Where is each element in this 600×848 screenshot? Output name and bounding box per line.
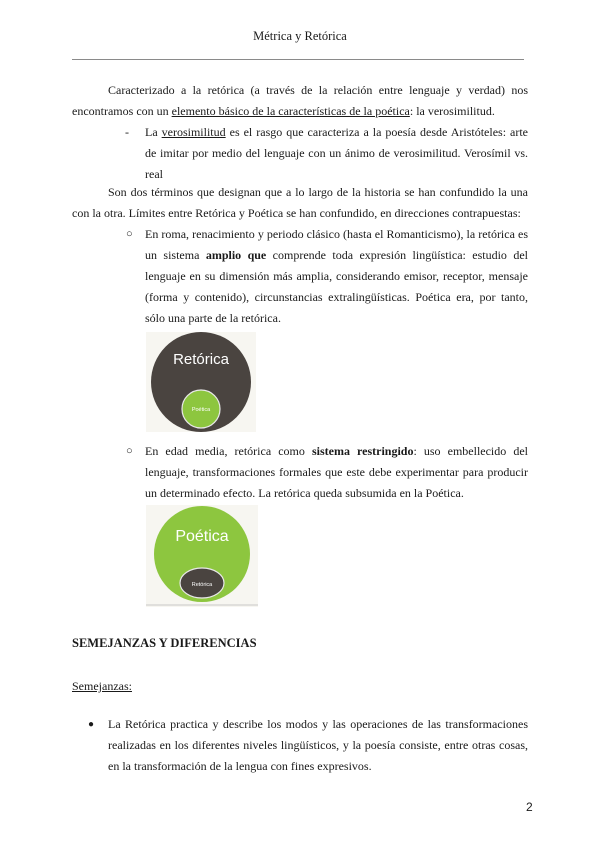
dash-text-before: La xyxy=(145,125,162,139)
semejanzas-bullet-item xyxy=(88,714,528,777)
intro-underlined: elemento básico de la características de la poética xyxy=(171,104,410,118)
bullet-text: La Retórica practica y describe los modos y las operaciones de las transformaciones realizadas en los diferentes niveles lingüísticos, y la poesía consiste, entre otras cosas, en la transformación de la lengua con fines expresivos. xyxy=(108,717,528,773)
bullet-marker: ● xyxy=(88,719,95,730)
circle-marker-1: ○ xyxy=(126,228,133,240)
figure1-inner-label: Poética xyxy=(191,407,211,413)
circle-list-item-2 xyxy=(126,441,529,504)
intro-text-before: Caracterizado a la retórica (a través de la relación entre lenguaje y verdad) nos encontramos con un xyxy=(72,83,528,118)
intro-text-after: : la verosimilitud. xyxy=(409,104,495,118)
section-heading: SEMEJANZAS Y DIFERENCIAS xyxy=(72,636,257,650)
circle-item-1-after: comprende toda expresión lingüística: estudio del lenguaje en su dimensión más amplia, considerando emisor, receptor, mensaje (forma y contenido), circunstancias extralingüísticas. Poética era, por tanto, sólo una parte de la retórica. xyxy=(145,248,529,325)
paragraph-limits xyxy=(72,182,528,224)
figure-retorica-diagram xyxy=(146,332,256,432)
circle-item-2-before: En edad media, retórica como xyxy=(145,444,312,458)
dash-underlined: verosimilitud xyxy=(161,125,226,139)
page-header-title: Métrica y Retórica xyxy=(253,29,347,43)
intro-paragraph xyxy=(72,80,528,122)
dash-text-after: es el rasgo que caracteriza a la poesía desde Aristóteles: arte de imitar por medio del lenguaje con un ánimo de verosimilitud. Verosímil vs. real xyxy=(145,125,528,181)
dash-list-item xyxy=(125,122,528,185)
header-rule xyxy=(72,59,524,60)
circle-list-item-1 xyxy=(126,224,529,329)
figure1-outer-label: Retórica xyxy=(173,351,229,368)
figure2-inner-label: Retórica xyxy=(191,582,213,588)
page-number: 2 xyxy=(526,800,533,814)
paragraph-limits-text: Son dos términos que designan que a lo largo de la historia se han confundido la una con la otra. Límites entre Retórica y Poética se han confundido, en direcciones contrapuestas: xyxy=(72,185,528,220)
circle-item-2-after: : uso embellecido del lenguaje, transformaciones formales que este debe experimentar para producir un determinado efecto. La retórica queda subsumida en la Poética. xyxy=(145,444,529,500)
dash-marker: - xyxy=(125,125,129,139)
circle-item-2-bold: sistema restringido xyxy=(311,444,414,458)
circle-item-1-bold: amplio que xyxy=(205,248,267,262)
section-subheading: Semejanzas: xyxy=(72,679,132,693)
figure2-outer-label: Poética xyxy=(175,528,229,545)
circle-item-1-before: En roma, renacimiento y periodo clásico (hasta el Romanticismo), la retórica es un sistema xyxy=(145,227,528,262)
figure-poetica-diagram xyxy=(146,505,258,607)
circle-marker-2: ○ xyxy=(126,445,133,457)
